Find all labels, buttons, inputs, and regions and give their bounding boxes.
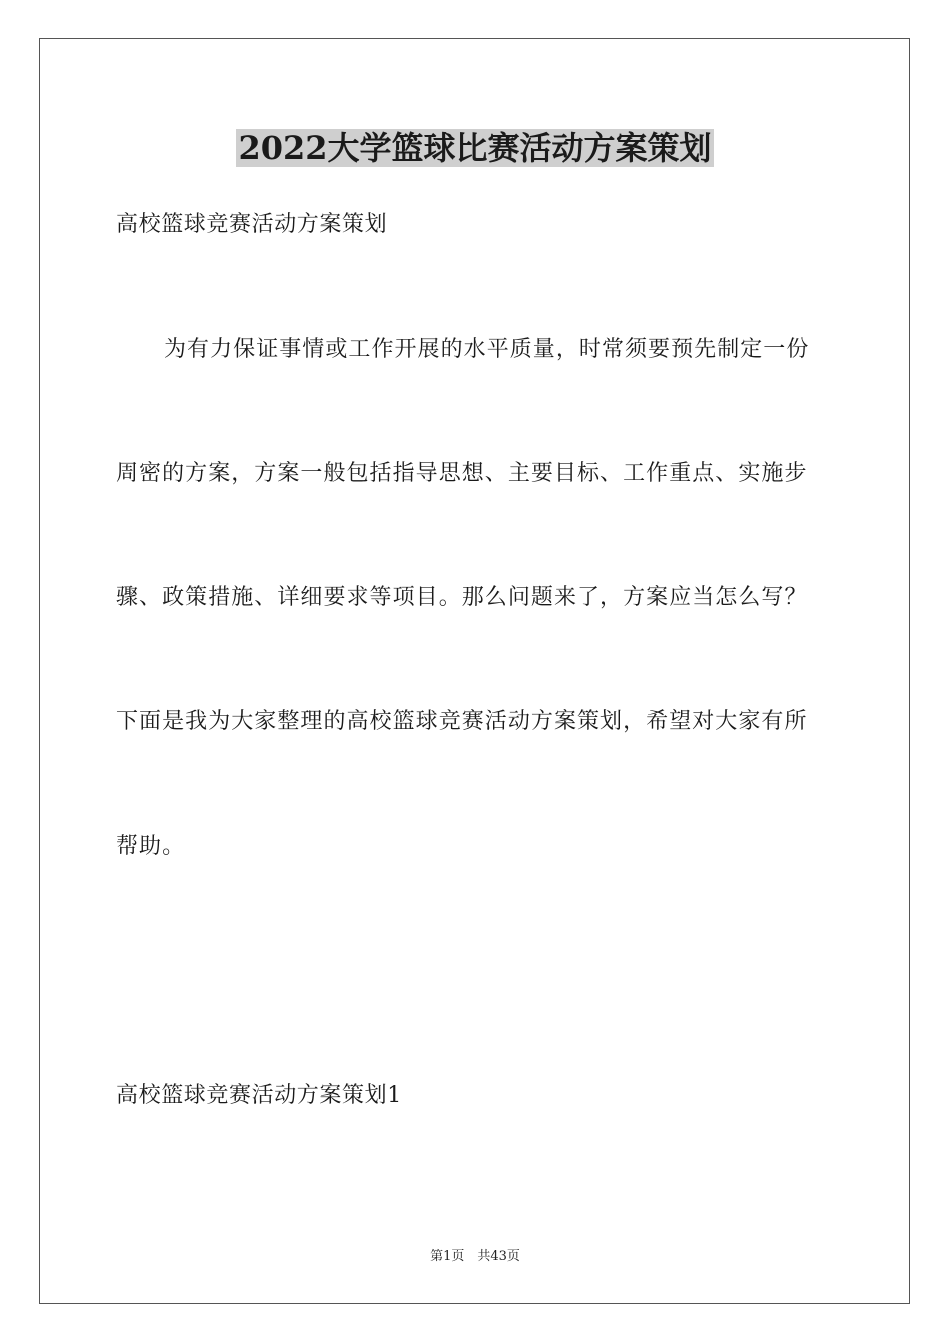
- document-subtitle: 高校篮球竞赛活动方案策划: [116, 212, 388, 237]
- document-title-text: 2022大学篮球比赛活动方案策划: [238, 129, 712, 167]
- document-title: [0, 125, 950, 171]
- paragraph-line: 为有力保证事情或工作开展的水平质量，时常须要预先制定一份: [164, 337, 810, 362]
- section-heading: 高校篮球竞赛活动方案策划1: [116, 1083, 402, 1108]
- page-footer: 第1页 共43页: [430, 1249, 520, 1264]
- paragraph-line: 骤、政策措施、详细要求等项目。那么问题来了，方案应当怎么写？: [116, 585, 808, 610]
- paragraph-line: 下面是我为大家整理的高校篮球竞赛活动方案策划，希望对大家有所: [116, 709, 808, 734]
- paragraph-line: 周密的方案，方案一般包括指导思想、主要目标、工作重点、实施步: [116, 461, 808, 486]
- paragraph-line: 帮助。: [116, 834, 186, 859]
